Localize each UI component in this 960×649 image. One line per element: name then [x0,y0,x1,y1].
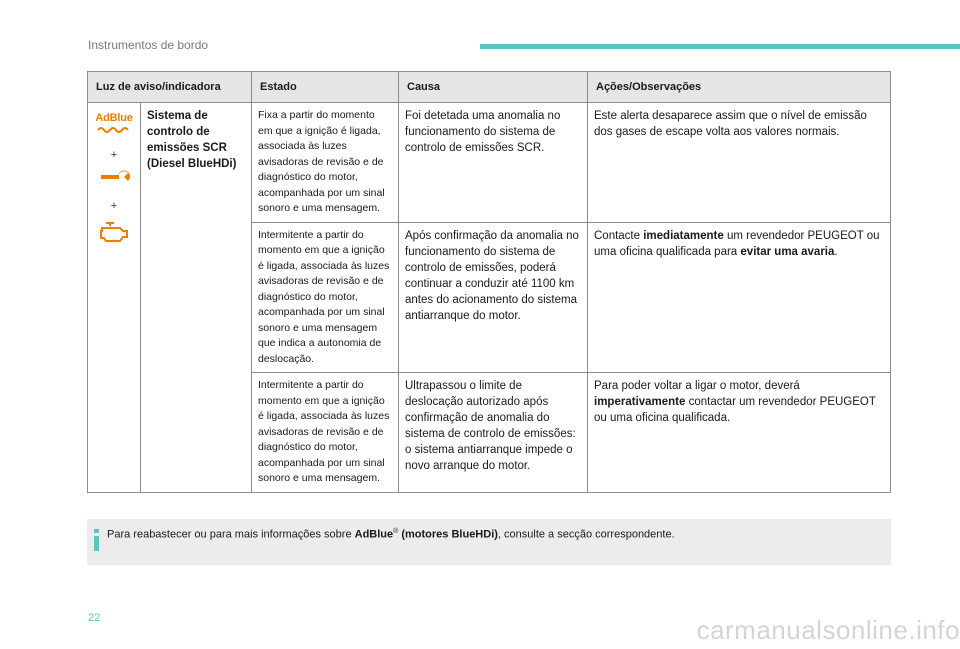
state-cell: Fixa a partir do momento em que a ignição é ligada, associada às luzes avisadoras de revisão e de diagnóstico do motor, acompanhada por um sinal sonoro e uma mensagem. [252,103,399,223]
cause-cell: Após confirmação da anomalia no funcionamento do sistema de controlo de emissões, poderá continuar a conduzir até 1100 km antes do acionamento do sistema antiarranque do motor. [399,222,588,373]
header-accent-bar [480,44,960,49]
table-header-row [88,72,891,103]
note-text-part: , consulte a secção correspondente. [497,528,675,541]
action-cell [588,373,891,493]
action-emphasis: evitar uma avaria [740,245,835,258]
plus-sign: + [110,200,118,212]
engine-diagnostic-icon [98,220,130,244]
plus-sign: + [110,149,118,161]
action-cell [588,222,891,373]
cause-cell: Ultrapassou o limite de deslocação autorizado após confirmação de anomalia do sistema de controlo de emissões: o sistema antiarranque impede o novo arranque do motor. [399,373,588,493]
note-text-part: Para reabastecer ou para mais informações sobre [107,528,355,541]
note-bold-adblue: AdBlue [354,528,394,541]
indicator-name: Sistema de controlo de emissões SCR (Diesel BlueHDi) [141,103,252,493]
action-text: contactar um revendedor PEUGEOT ou uma oficina qualificada. [594,396,876,424]
col-header-warning-light: Luz de aviso/indicadora [88,72,252,103]
adblue-wave-icon [97,126,131,134]
action-emphasis: imediatamente [643,229,724,242]
wrench-icon [98,169,130,185]
state-cell: Intermitente a partir do momento em que a ignição é ligada, associada às luzes avisadoras de revisão e de diagnóstico do motor, acompanhada por um sinal sonoro e uma mensagem que indica a autonomia de deslocação. [252,222,399,373]
section-title: Instrumentos de bordo [88,38,209,52]
action-text: . [834,245,838,258]
info-icon [93,529,101,551]
info-note-text [107,528,675,541]
watermark: carmanualsonline.info [696,615,960,645]
page-number: 22 [88,612,101,624]
action-text: Contacte [594,229,644,242]
action-cell: Este alerta desaparece assim que o nível de emissão dos gases de escape volta aos valores normais. [588,103,891,223]
col-header-cause: Causa [399,72,588,103]
note-bold-engines: (motores BlueHDi) [398,528,498,541]
state-cell: Intermitente a partir do momento em que a ignição é ligada, associada às luzes avisadoras de revisão e de diagnóstico do motor, acompanhada por um sinal sonoro e uma mensagem. [252,373,399,493]
col-header-actions: Ações/Observações [588,72,891,103]
warning-lights-table [87,71,891,493]
action-text: um revendedor PEUGEOT ou uma oficina qualificada para [594,229,880,258]
info-note [87,519,891,565]
col-header-state: Estado [252,72,399,103]
action-text: Para poder voltar a ligar o motor, deverá [594,380,800,392]
table-row [88,103,891,223]
adblue-label: AdBlue [95,112,133,124]
action-emphasis: imperativamente [594,396,686,408]
cause-cell: Foi detetada uma anomalia no funcionamento do sistema de controlo de emissões SCR. [399,103,588,223]
registered-mark: ® [393,528,399,535]
indicator-icons-cell [88,103,141,493]
